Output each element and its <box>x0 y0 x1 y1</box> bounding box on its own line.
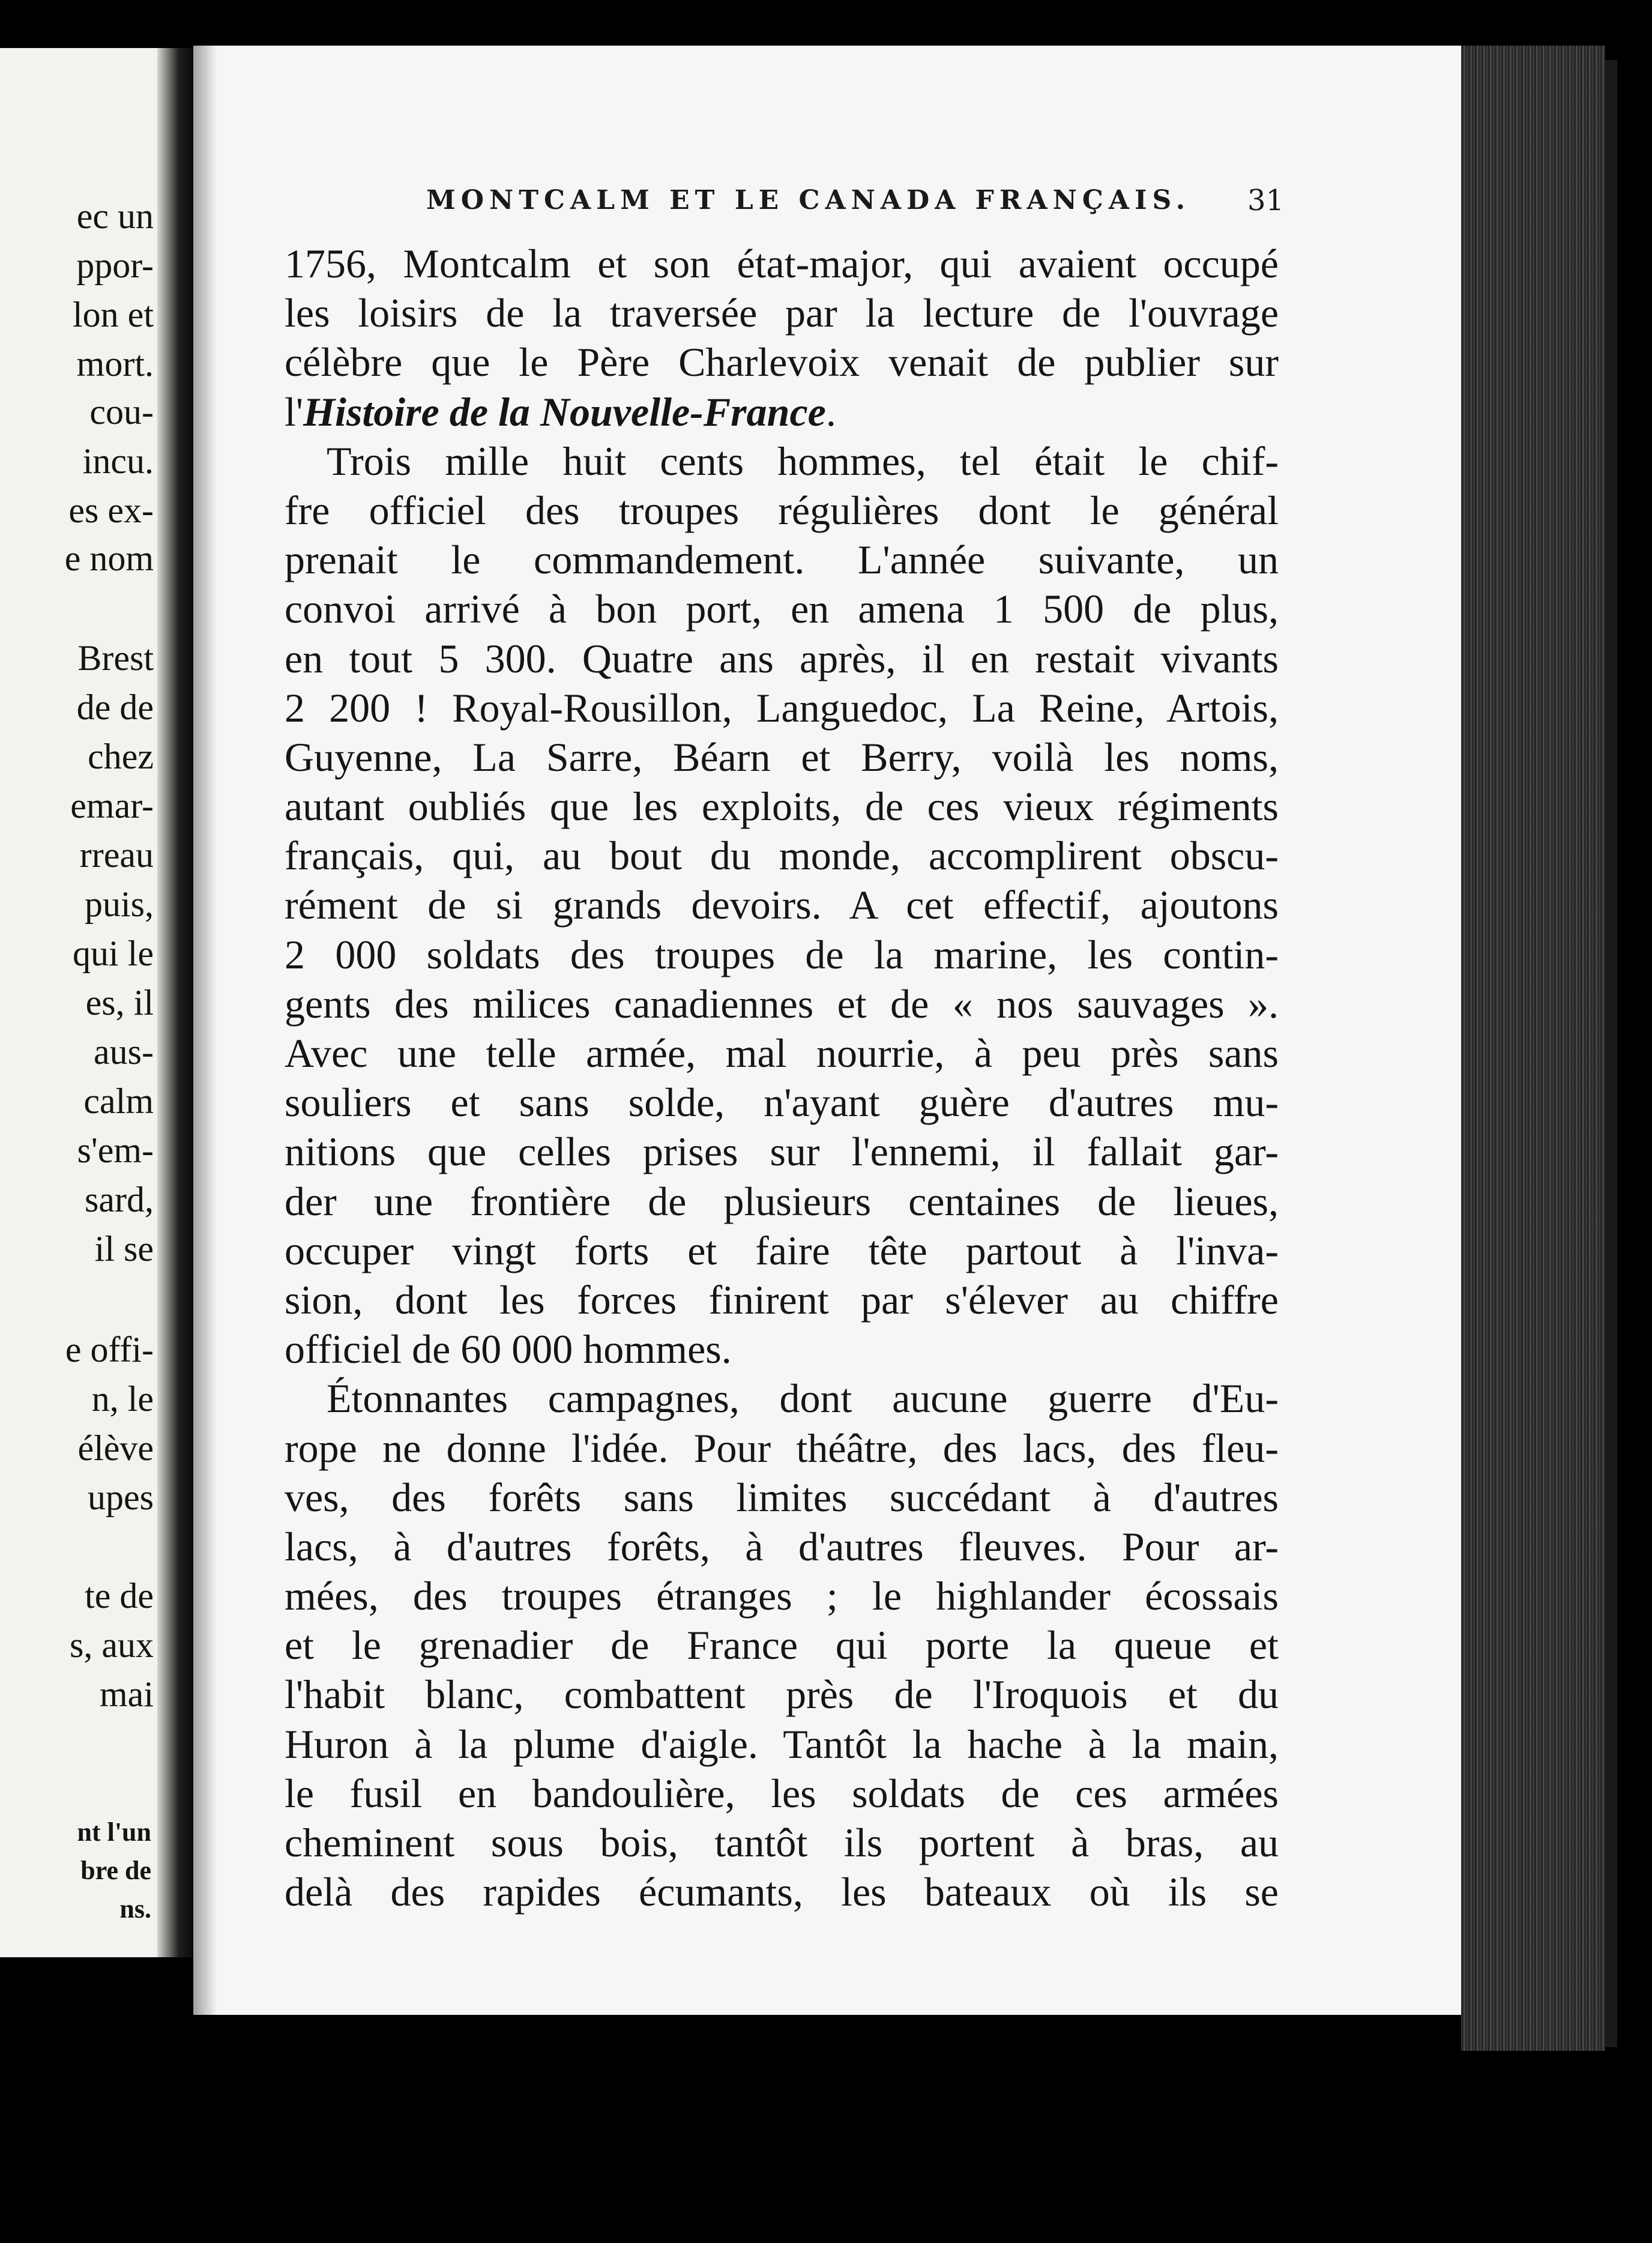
text-line: 1756, Montcalm et son état-major, qui avaient occupé <box>285 241 1279 286</box>
book-title-italic: Histoire de la Nouvelle-France <box>303 388 826 435</box>
previous-page-text-fragment: puis, <box>84 884 154 924</box>
text-line: en tout 5 300. Quatre ans après, il en restait vivants <box>285 635 1279 681</box>
text-line: autant oubliés que les exploits, de ces vieux régiments <box>285 783 1279 830</box>
previous-page-text-fragment: sard, <box>85 1180 154 1219</box>
previous-page-text-fragment: es, il <box>85 983 154 1022</box>
text-line: Étonnantes campagnes, dont aucune guerre d'Eu- <box>327 1375 1279 1422</box>
text-fragment: . <box>825 388 836 435</box>
previous-page-footnote-fragment: nt l'un <box>77 1817 151 1847</box>
text-line: rope ne donne l'idée. Pour théâtre, des lacs, des fleu- <box>285 1425 1279 1471</box>
paragraph-1 <box>285 239 1279 436</box>
text-line: sion, dont les forces finirent par s'élever au chiffre <box>285 1276 1279 1323</box>
previous-page-text-fragment: il se <box>94 1229 154 1269</box>
previous-page-text-fragment: ec un <box>76 196 154 236</box>
previous-page-text-fragment: e nom <box>64 539 154 578</box>
previous-page-text-fragment: emar- <box>70 786 154 826</box>
text-line: Trois mille huit cents hommes, tel était le chif- <box>327 438 1279 484</box>
previous-page-text-fragment: mai <box>100 1674 154 1714</box>
text-line: der une frontière de plusieurs centaines de lieues, <box>285 1178 1279 1224</box>
text-line: cheminent sous bois, tantôt ils portent à bras, au <box>285 1820 1279 1865</box>
text-line: 2 000 soldats des troupes de la marine, les contin- <box>285 931 1279 977</box>
text-line: mées, des troupes étranges ; le highlander écossais <box>285 1573 1279 1619</box>
book-cover-edge <box>1605 60 1617 2047</box>
previous-page-text-fragment: aus- <box>94 1032 154 1072</box>
text-line: Avec une telle armée, mal nourrie, à peu près sans <box>285 1030 1279 1076</box>
text-line: gents des milices canadiennes et de « nos sauvages ». <box>285 980 1279 1027</box>
text-line: delà des rapides écumants, les bateaux où ils se <box>285 1869 1279 1915</box>
previous-page-text-fragment: de de <box>76 687 154 727</box>
text-line: le fusil en bandoulière, les soldats de ces armées <box>285 1770 1279 1816</box>
previous-page-text-fragment: lon et <box>73 295 154 334</box>
text-line: et le grenadier de France qui porte la queue et <box>285 1622 1279 1668</box>
text-line: officiel de 60 000 hommes. <box>285 1326 732 1372</box>
previous-page-text-fragment: te de <box>85 1576 154 1616</box>
body-text <box>285 239 1279 1916</box>
text-line: lacs, à d'autres forêts, à d'autres fleuves. Pour ar- <box>285 1523 1279 1569</box>
text-line: Guyenne, La Sarre, Béarn et Berry, voilà les noms, <box>285 734 1279 780</box>
text-line: Huron à la plume d'aigle. Tantôt la hache à la main, <box>285 1721 1279 1767</box>
previous-page-text-fragment: incu. <box>82 441 154 481</box>
text-line: les loisirs de la traversée par la lecture de l'ouvrage <box>285 290 1279 336</box>
text-line: souliers et sans solde, n'ayant guère d'autres mu- <box>285 1079 1279 1126</box>
page-number: 31 <box>1247 184 1285 217</box>
previous-page-text-fragment: s'em- <box>77 1131 154 1170</box>
previous-page-text-fragment: upes <box>88 1478 154 1517</box>
previous-page-edge <box>0 48 157 1957</box>
book-fore-edge <box>1461 46 1605 2051</box>
text-line: prenait le commandement. L'année suivante, un <box>285 537 1279 583</box>
text-line <box>285 387 1279 436</box>
text-line: français, qui, au bout du monde, accomplirent obscu- <box>285 833 1279 879</box>
text-line: occuper vingt forts et faire tête partout à l'inva- <box>285 1227 1279 1273</box>
previous-page-text-fragment: cou- <box>89 392 154 432</box>
text-line: célèbre que le Père Charlevoix venait de publier sur <box>285 339 1279 385</box>
book-gutter <box>157 48 193 1957</box>
previous-page-footnote-fragment: bre de <box>80 1856 151 1885</box>
text-line: l'habit blanc, combattent près de l'Iroquois et du <box>285 1671 1279 1718</box>
previous-page-text-fragment: chez <box>88 737 154 776</box>
paragraph-3 <box>285 1374 1279 1916</box>
previous-page-text-fragment: mort. <box>76 344 154 384</box>
previous-page-footnote-fragment: ns. <box>119 1894 151 1924</box>
text-line: ves, des forêts sans limites succédant à d'autres <box>285 1474 1279 1520</box>
previous-page-text-fragment: élève <box>77 1428 154 1468</box>
paragraph-2 <box>285 436 1279 1374</box>
text-line: rément de si grands devoirs. A cet effectif, ajoutons <box>285 882 1279 928</box>
previous-page-text-fragment: calm <box>83 1081 154 1121</box>
running-head: MONTCALM ET LE CANADA FRANÇAIS. <box>426 185 1191 216</box>
page-gutter-shadow <box>193 46 217 2015</box>
previous-page-text-fragment: Brest <box>77 638 154 678</box>
previous-page-text-fragment: n, le <box>91 1379 154 1419</box>
previous-page-text-fragment: s, aux <box>70 1625 154 1665</box>
previous-page-text-fragment: ppor- <box>76 246 154 285</box>
text-line: convoi arrivé à bon port, en amena 1 500 de plus, <box>285 586 1279 632</box>
text-fragment: l' <box>285 388 304 435</box>
text-line: nitions que celles prises sur l'ennemi, il fallait gar- <box>285 1129 1279 1175</box>
previous-page-text-fragment: rreau <box>79 835 154 875</box>
previous-page-text-fragment: es ex- <box>68 491 154 530</box>
previous-page-text-fragment: e offi- <box>65 1330 154 1369</box>
previous-page-text-fragment: qui le <box>73 934 154 973</box>
text-line: 2 200 ! Royal-Rousillon, Languedoc, La Reine, Artois, <box>285 684 1279 731</box>
text-line: fre officiel des troupes régulières dont le général <box>285 487 1279 533</box>
